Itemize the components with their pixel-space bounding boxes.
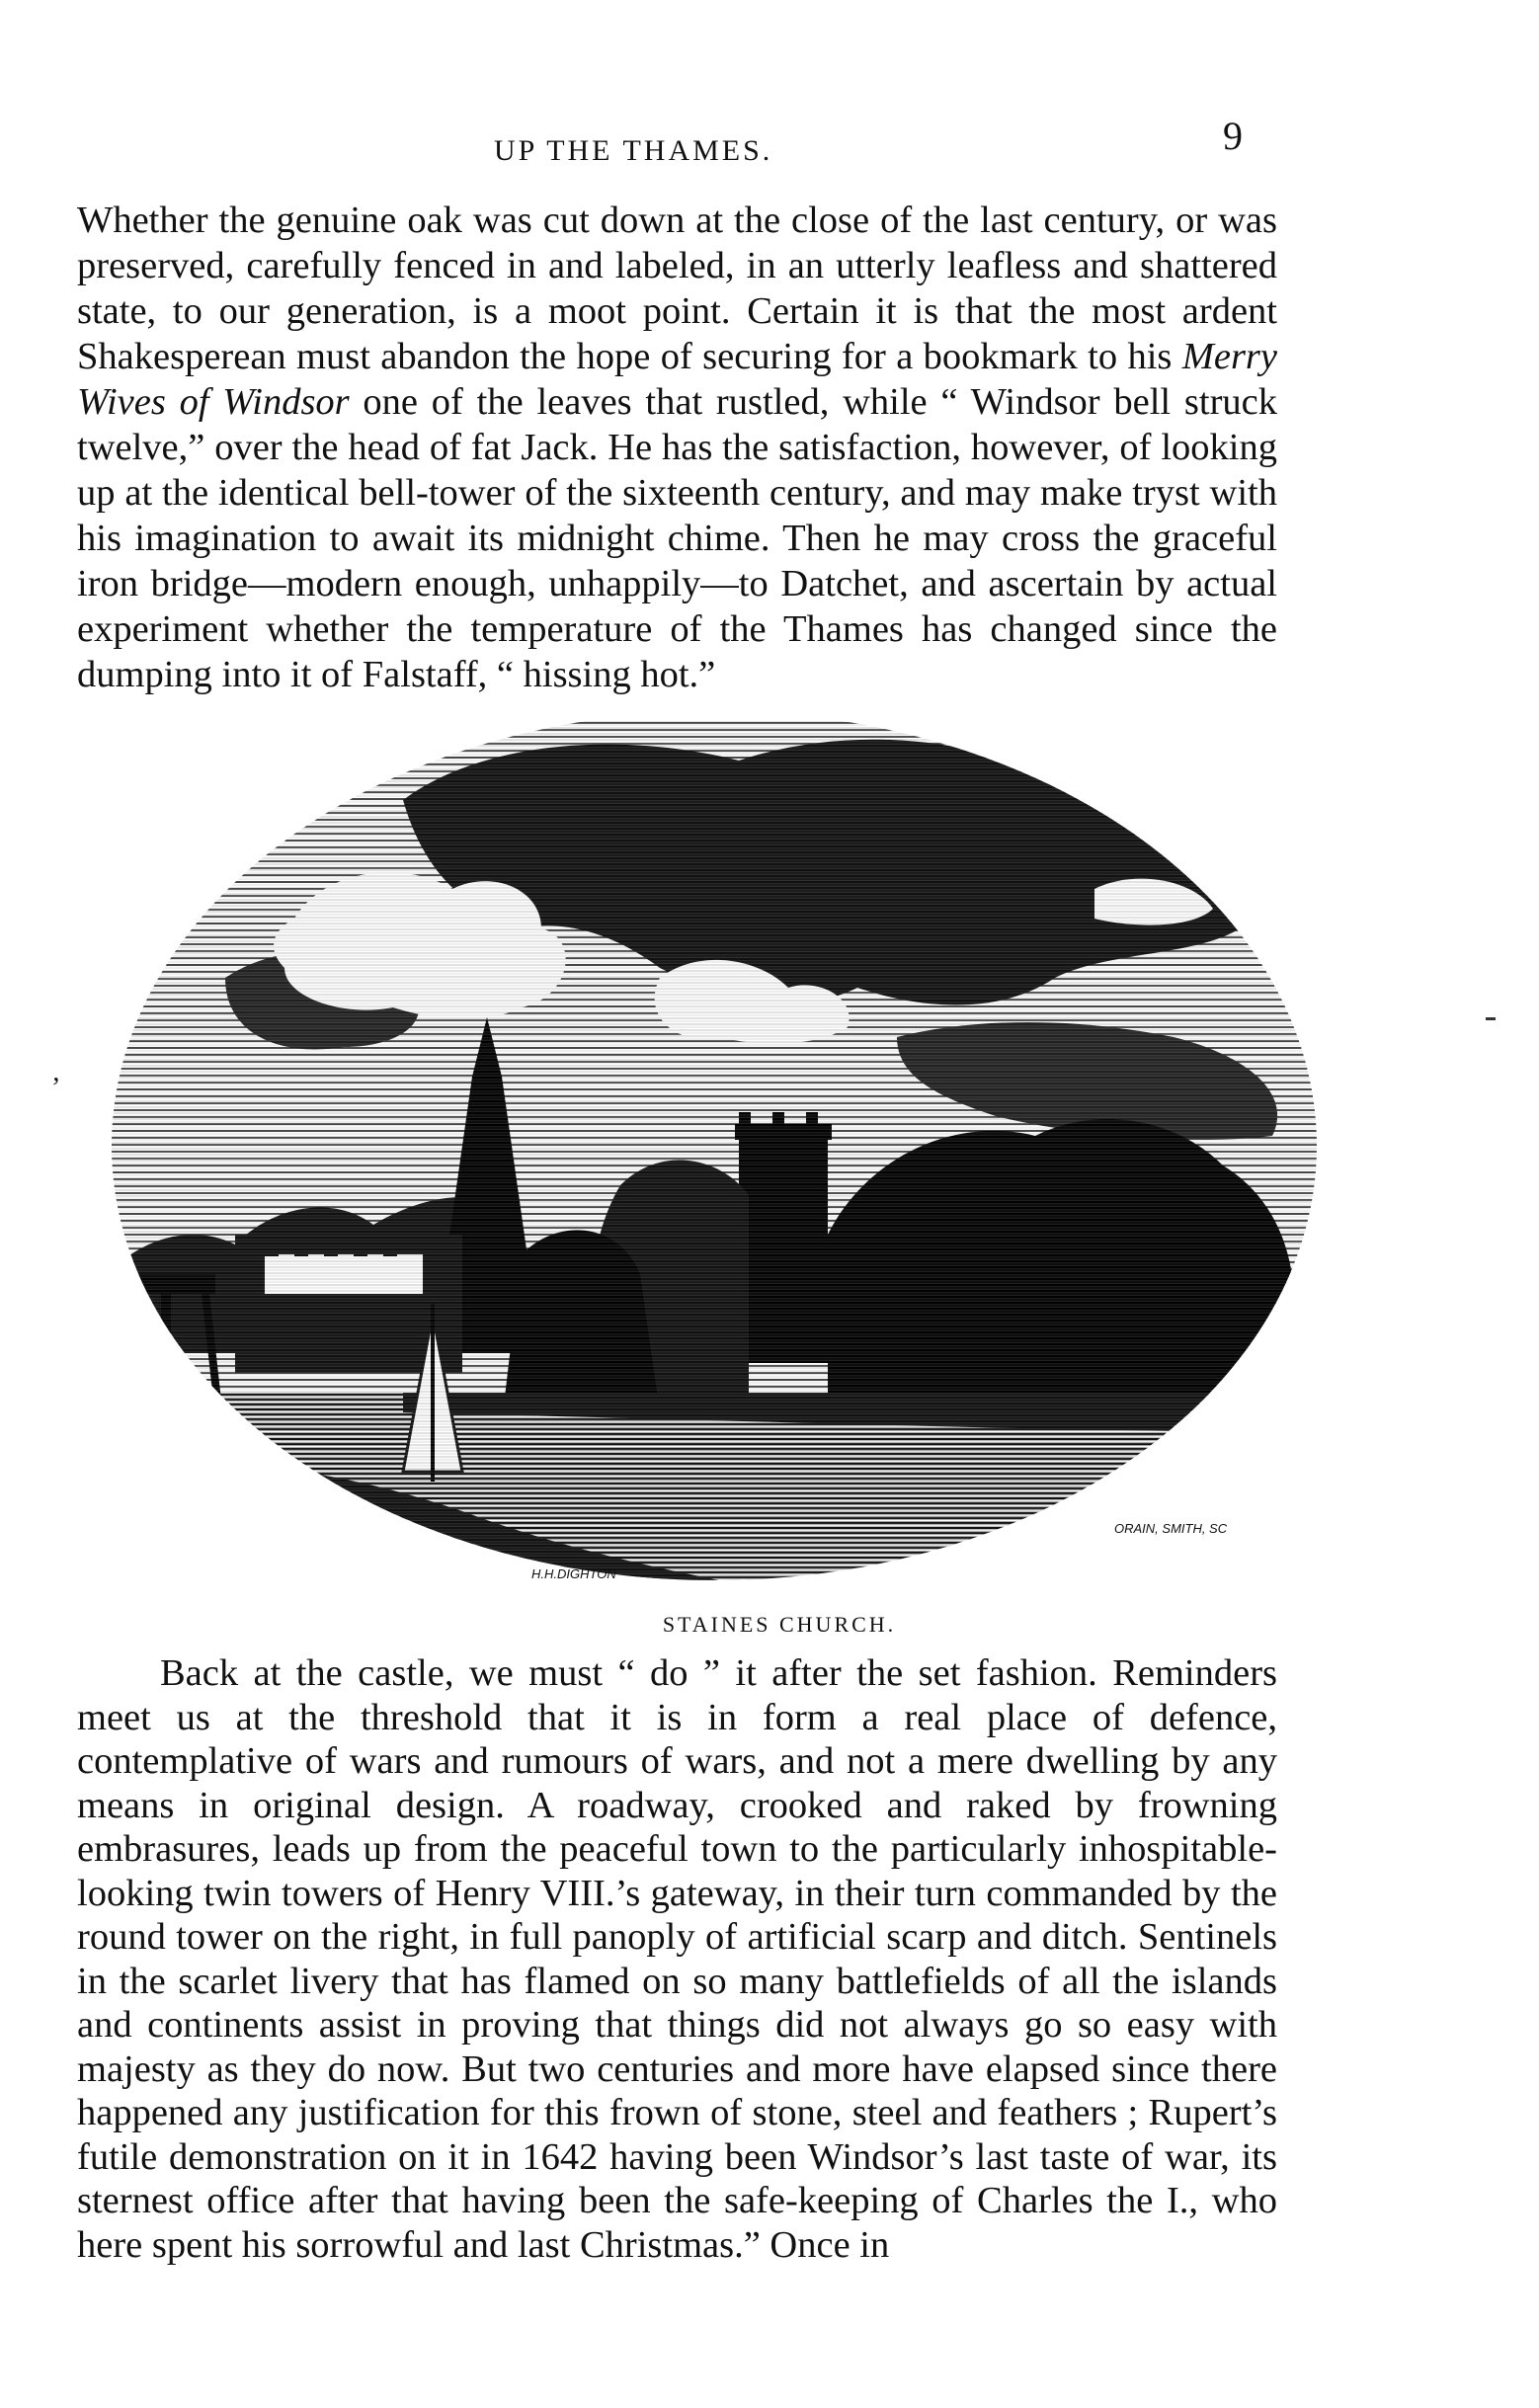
opening-paragraph: [77, 198, 1277, 697]
edge-ink-mark: [1486, 1017, 1496, 1020]
castle-paragraph: [77, 1651, 1277, 2267]
running-head: UP THE THAMES.: [494, 134, 773, 167]
illustration-caption: STAINES CHURCH.: [662, 1612, 897, 1637]
italic-title: Merry Wives of Windsor: [77, 336, 1277, 423]
staines-church-engraving: [107, 721, 1322, 1600]
engraver-credit-right: ORAIN, SMITH, SC: [1114, 1521, 1228, 1536]
paragraph-text-start: Whether the genuine oak was cut down at the close of the last century, or was preserved, carefully fenced in and labeled, in an utterly leafless and shattered state, to our generation, is a moot point. Certain it is that the most ardent Shakesperean must abandon the hope of securing for a bookmark to his: [77, 200, 1277, 377]
paragraph-text: [77, 198, 1277, 697]
paragraph-text: Back at the castle, we must “ do ” it after the set fashion. Reminders meet us at the threshold that it is in form a real place of defence, contemplative of wars and rumours of wars, and not a mere dwelling by any means in original design. A roadway, crooked and raked by frowning embrasures, leads up from the peaceful town to the particularly inhospitable-looking twin towers of Henry VIII.’s gateway, in their turn commanded by the round tower on the right, in full panoply of artificial scarp and ditch. Sentinels in the scarlet livery that has flamed on so many battlefields of all the islands and continents assist in proving that things did not always go so easy with majesty as they do now. But two centuries and more have elapsed since there happened any justification for this frown of stone, steel and feathers ; Rupert’s futile demonstration on it in 1642 having been Windsor’s last taste of war, its sternest office after that having been the safe-keeping of Charles the I., who here spent his sorrowful and last Christmas.” Once in: [77, 1652, 1277, 2266]
paragraph-text-end: one of the leaves that rustled, while “ Windsor bell struck twelve,” over the head of fat Jack. He has the satisfaction, however, of looking up at the identical bell-tower of the sixteenth century, and may make tryst with his imagination to await its midnight chime. Then he may cross the graceful iron bridge—modern enough, unhappily—to Datchet, and ascertain by actual experiment whether the temperature of the Thames has changed since the dumping into it of Falstaff, “ hissing hot.”: [77, 381, 1277, 695]
stray-ink-mark: ’: [51, 1073, 61, 1103]
page-number: 9: [1223, 114, 1243, 158]
engraver-credit-left: H.H.DIGHTON: [531, 1566, 616, 1581]
